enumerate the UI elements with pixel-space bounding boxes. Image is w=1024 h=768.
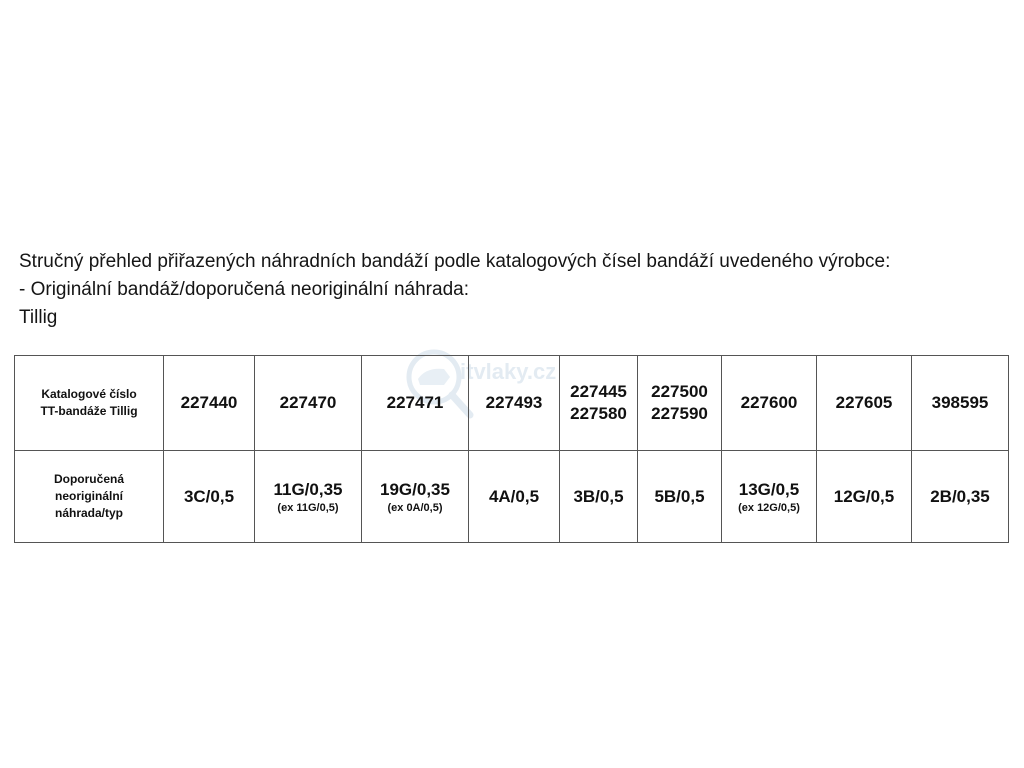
replacement-cell [255, 451, 362, 543]
replacement-header-line3: náhrada/typ [54, 506, 123, 520]
replacement-note: (ex 12G/0,5) [738, 501, 800, 514]
replacement-header-line1: Doporučená [53, 472, 124, 486]
replacement-cell: 3B/0,5 [560, 451, 638, 543]
catalog-row [15, 356, 1009, 451]
replacement-cell: 12G/0,5 [817, 451, 912, 543]
intro-text [19, 248, 890, 332]
catalog-value: 227580 [570, 404, 627, 423]
intro-line-1: Stručný přehled přiřazených náhradních bandáží podle katalogových čísel bandáží uvedeného výrobce: [19, 251, 891, 272]
intro-line-2: - Originální bandáž/doporučená neoriginální náhrada: [19, 279, 469, 300]
replacement-cell [362, 451, 469, 543]
catalog-cell: 227600 [722, 356, 817, 451]
replacement-value: 19G/0,35 [380, 479, 450, 499]
intro-line-3: Tillig [19, 307, 58, 328]
watermark-text: itvlaky.cz [460, 359, 557, 384]
replacement-row [15, 451, 1009, 543]
bandage-table [14, 355, 1009, 543]
catalog-header-line2: TT-bandáže Tillig [40, 404, 138, 418]
catalog-cell: 227440 [164, 356, 255, 451]
replacement-value: 13G/0,5 [738, 479, 800, 499]
replacement-cell: 2B/0,35 [912, 451, 1009, 543]
replacement-header-cell [15, 451, 164, 543]
replacement-cell: 3C/0,5 [164, 451, 255, 543]
catalog-header-line1: Katalogové číslo [41, 387, 137, 401]
replacement-cell [722, 451, 817, 543]
replacement-header-line2: neoriginální [54, 489, 123, 503]
replacement-note: (ex 11G/0,5) [277, 501, 339, 514]
catalog-value: 227500 [651, 382, 708, 401]
catalog-cell-double [638, 356, 722, 451]
replacement-value: 11G/0,35 [273, 479, 343, 499]
catalog-cell: 227493 [469, 356, 560, 451]
catalog-header-cell [15, 356, 164, 451]
catalog-cell: 227471 [362, 356, 469, 451]
catalog-cell: 398595 [912, 356, 1009, 451]
catalog-value: 227590 [651, 404, 708, 423]
replacement-cell: 5B/0,5 [638, 451, 722, 543]
catalog-cell: 227470 [255, 356, 362, 451]
catalog-cell: 227605 [817, 356, 912, 451]
replacement-cell: 4A/0,5 [469, 451, 560, 543]
replacement-note: (ex 0A/0,5) [387, 501, 443, 514]
catalog-cell-double [560, 356, 638, 451]
catalog-value: 227445 [570, 382, 627, 401]
